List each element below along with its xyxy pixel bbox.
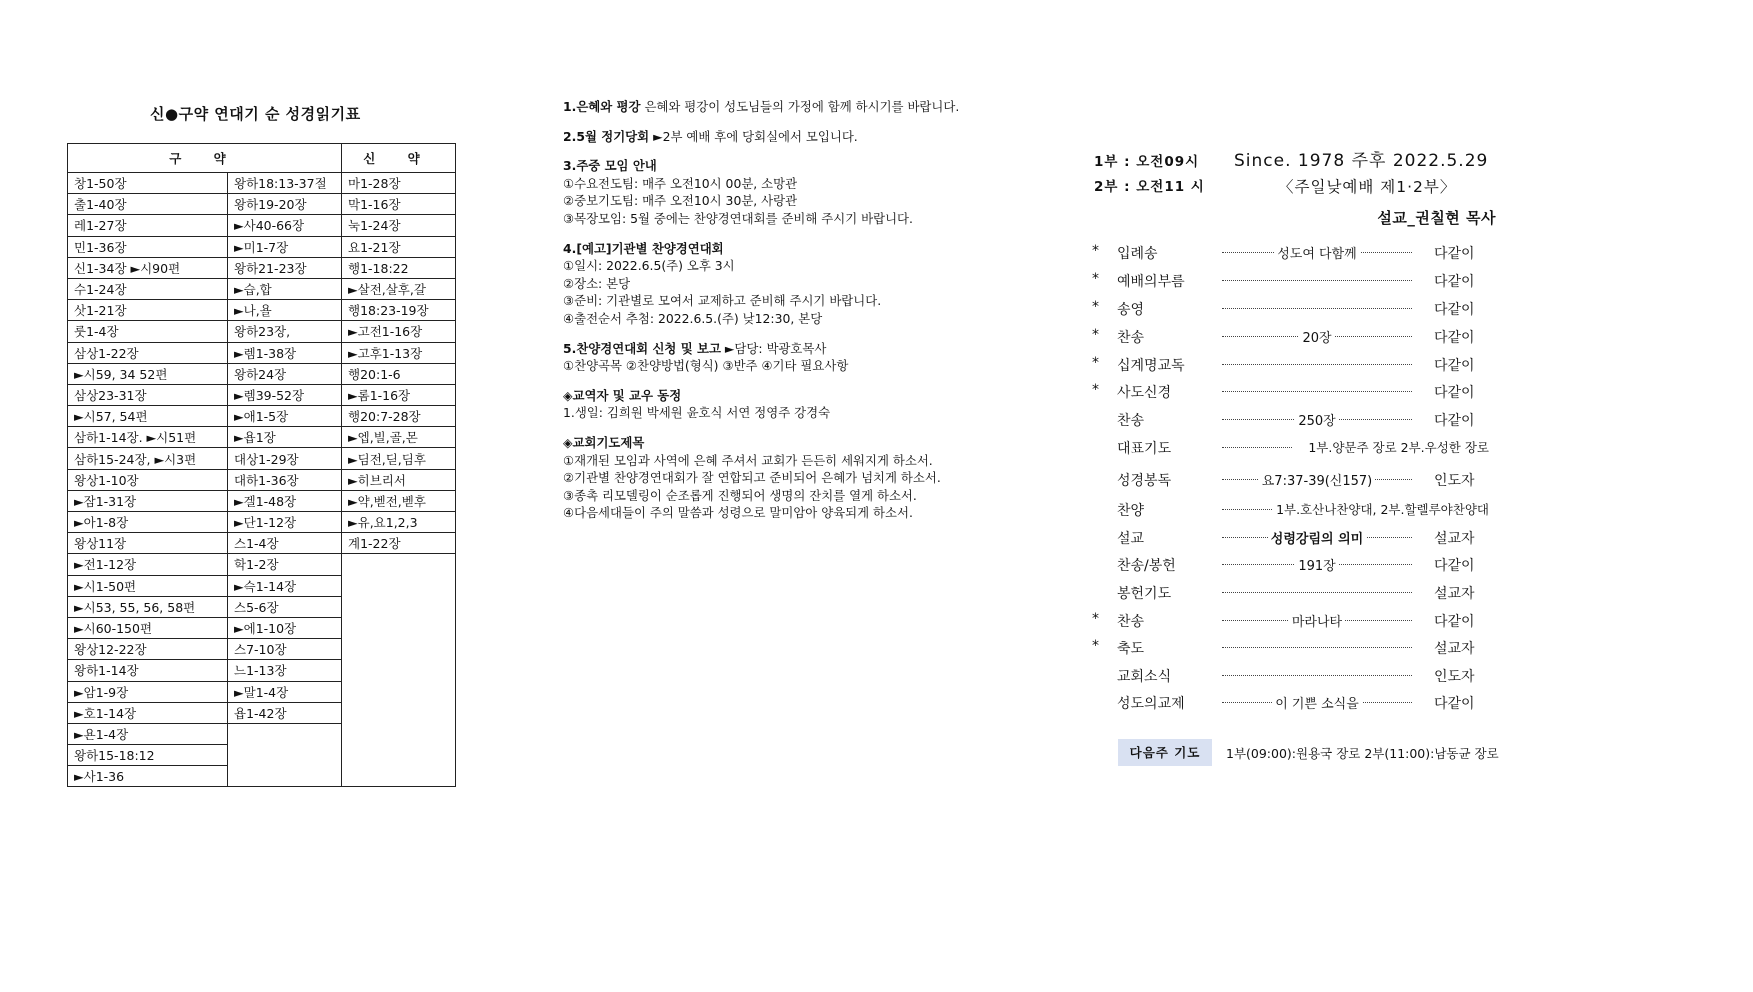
- new-testament-cell: 마1-28장: [342, 173, 456, 194]
- old-testament-cell: [228, 766, 342, 787]
- order-item: [1090, 299, 1500, 319]
- old-testament-cell: ►나,욜: [228, 300, 342, 321]
- old-testament-cell: ►사40-66장: [228, 215, 342, 236]
- order-item-content: [1222, 555, 1412, 574]
- standing-mark: *: [1092, 355, 1099, 371]
- table-row: [68, 512, 456, 533]
- order-item-leader: 다같이: [1434, 385, 1475, 401]
- old-testament-cell: 왕상12-22장: [68, 639, 228, 660]
- standing-mark: *: [1092, 611, 1099, 627]
- old-testament-cell: 왕상1-10장: [68, 469, 228, 490]
- notice-heading: [563, 240, 1033, 258]
- table-row: [68, 639, 456, 660]
- notice-line: ②기관별 찬양경연대회가 잘 연합되고 준비되어 은혜가 넘치게 하소서.: [563, 470, 941, 486]
- order-item-leader: 다같이: [1434, 274, 1475, 290]
- dotted-leader: [1222, 592, 1412, 593]
- table-row: [68, 427, 456, 448]
- table-row: [68, 236, 456, 257]
- order-item-name: 십계명교독: [1117, 358, 1185, 374]
- old-testament-cell: ►욥1장: [228, 427, 342, 448]
- notice-summary: ►2부 예배 후에 당회실에서 모입니다.: [649, 128, 858, 144]
- bible-reading-table: [67, 143, 456, 787]
- order-item-content: [1222, 410, 1412, 429]
- old-testament-cell: 대상1-29장: [228, 448, 342, 469]
- standing-mark: *: [1092, 382, 1099, 398]
- new-testament-cell: 행20:1-6: [342, 363, 456, 384]
- order-item-name: 예배의부름: [1117, 274, 1185, 290]
- new-testament-cell: [342, 723, 456, 744]
- table-row: [68, 554, 456, 575]
- table-row: [68, 363, 456, 384]
- old-testament-cell: 신1-34장 ►시90편: [68, 257, 228, 278]
- old-testament-cell: 왕하21-23장: [228, 257, 342, 278]
- old-testament-cell: ►렘1-38장: [228, 342, 342, 363]
- notice-line: ①수요전도팀: 매주 오전10시 00분, 소망관: [563, 175, 798, 191]
- new-testament-cell: [342, 660, 456, 681]
- order-item-content-text: 성도여 다함께: [1274, 247, 1359, 262]
- old-testament-cell: ►미1-7장: [228, 236, 342, 257]
- table-row: [68, 766, 456, 787]
- old-testament-cell: ►아1-8장: [68, 512, 228, 533]
- old-testament-cell: 삼하15-24장, ►시3편: [68, 448, 228, 469]
- order-item: [1090, 528, 1500, 548]
- old-testament-cell: ►전1-12장: [68, 554, 228, 575]
- notice-line: ④출전순서 추첨: 2022.6.5.(주) 낮12:30, 본당: [563, 310, 823, 326]
- old-testament-cell: 느1-13장: [228, 660, 342, 681]
- notice-line: ①재개된 모임과 사역에 은혜 주셔서 교회가 든든히 세워지게 하소서.: [563, 452, 933, 468]
- order-item: [1090, 327, 1500, 347]
- new-testament-cell: [342, 575, 456, 596]
- new-testament-cell: 눅1-24장: [342, 215, 456, 236]
- old-testament-cell: ►에1-10장: [228, 617, 342, 638]
- table-row: [68, 448, 456, 469]
- old-testament-cell: ►시57, 54편: [68, 406, 228, 427]
- notice-line: 1.생일: 김희원 박세원 윤호식 서연 정영주 강경숙: [563, 405, 831, 421]
- order-item-content: [1222, 693, 1412, 712]
- dotted-leader: [1222, 391, 1412, 392]
- order-item-name: 성경봉독: [1117, 473, 1172, 489]
- notice-heading: [563, 387, 1033, 405]
- order-item: [1090, 500, 1500, 520]
- old-testament-cell: ►슥1-14장: [228, 575, 342, 596]
- new-testament-cell: 요1-21장: [342, 236, 456, 257]
- dotted-leader: [1222, 308, 1412, 309]
- old-testament-cell: 왕하15-18:12: [68, 745, 228, 766]
- order-item-name: 찬양: [1117, 503, 1145, 519]
- order-item: [1090, 271, 1500, 291]
- old-testament-cell: 룻1-4장: [68, 321, 228, 342]
- old-testament-cell: ►겔1-48장: [228, 490, 342, 511]
- next-prayer-label: 다음주 기도: [1118, 739, 1212, 766]
- new-testament-cell: ►고후1-13장: [342, 342, 456, 363]
- order-item-content: [1222, 528, 1412, 547]
- order-item-name: 교회소식: [1117, 669, 1172, 685]
- order-item: [1090, 693, 1500, 713]
- new-testament-cell: 행20:7-28장: [342, 406, 456, 427]
- preacher: 설교_권칠현 목사: [1377, 209, 1496, 227]
- notice-line: ②장소: 본당: [563, 275, 631, 291]
- old-testament-cell: 스5-6장: [228, 596, 342, 617]
- new-testament-cell: [342, 596, 456, 617]
- table-row: [68, 173, 456, 194]
- table-row: [68, 596, 456, 617]
- table-row: [68, 342, 456, 363]
- order-item-leader: 다같이: [1434, 302, 1475, 318]
- order-item-content-text: 1부.양문주 장로 2부.우성한 장로: [1305, 440, 1492, 455]
- table-row: [68, 278, 456, 299]
- old-testament-cell: ►시59, 34 52편: [68, 363, 228, 384]
- table-row: [68, 194, 456, 215]
- order-item: [1090, 611, 1500, 631]
- new-testament-cell: ►살전,살후,갈: [342, 278, 456, 299]
- order-item: [1090, 243, 1500, 263]
- new-testament-cell: [342, 554, 456, 575]
- reading-table-title: 신●구약 연대기 순 성경읽기표: [150, 105, 361, 123]
- notice-line: ④다음세대들이 주의 말씀과 성령으로 말미암아 양육되게 하소서.: [563, 505, 913, 521]
- service2-time: 2부 : 오전11 시: [1094, 179, 1205, 195]
- table-row: [68, 300, 456, 321]
- order-item-leader: 다같이: [1434, 246, 1475, 262]
- notice-item: [563, 98, 1033, 116]
- order-item: [1090, 410, 1500, 430]
- order-item: [1090, 638, 1500, 658]
- notice-item: [563, 128, 1033, 146]
- order-item: [1090, 666, 1500, 686]
- order-item-content: [1222, 327, 1412, 346]
- order-item: [1090, 583, 1500, 603]
- new-testament-cell: [342, 745, 456, 766]
- new-testament-cell: ►히브리서: [342, 469, 456, 490]
- order-item-name: 찬송: [1117, 330, 1145, 346]
- old-testament-cell: 스7-10장: [228, 639, 342, 660]
- notice-title: ◈교역자 및 교우 동정: [563, 387, 682, 403]
- new-testament-cell: ►약,벧전,벧후: [342, 490, 456, 511]
- table-row: [68, 490, 456, 511]
- table-row: [68, 257, 456, 278]
- notice-title: 3.주중 모임 안내: [563, 158, 657, 174]
- old-testament-cell: ►단1-12장: [228, 512, 342, 533]
- order-item-leader: 설교자: [1434, 531, 1475, 547]
- order-item-leader: 다같이: [1434, 696, 1475, 712]
- new-testament-header: 신 약: [342, 144, 456, 173]
- old-testament-cell: 삼상23-31장: [68, 384, 228, 405]
- order-item-content-text: 요7:37-39(신157): [1259, 474, 1376, 489]
- dotted-leader: [1222, 675, 1412, 676]
- table-row: [68, 575, 456, 596]
- old-testament-cell: 삼하1-14장. ►시51편: [68, 427, 228, 448]
- table-row: [68, 723, 456, 744]
- old-testament-cell: 레1-27장: [68, 215, 228, 236]
- order-item-name: 찬송/봉헌: [1117, 558, 1176, 574]
- new-testament-cell: ►엡,빌,골,몬: [342, 427, 456, 448]
- old-testament-cell: 왕하23장,: [228, 321, 342, 342]
- old-testament-cell: 창1-50장: [68, 173, 228, 194]
- new-testament-cell: [342, 681, 456, 702]
- order-item-leader: 다같이: [1434, 330, 1475, 346]
- table-row: [68, 660, 456, 681]
- new-testament-cell: [342, 617, 456, 638]
- old-testament-cell: 민1-36장: [68, 236, 228, 257]
- new-testament-cell: ►고전1-16장: [342, 321, 456, 342]
- table-row: [68, 681, 456, 702]
- notice-item: [563, 434, 1033, 522]
- order-item-name: 성도의교제: [1117, 696, 1185, 712]
- order-item: [1090, 382, 1500, 402]
- notice-heading: [563, 157, 1033, 175]
- table-row: [68, 702, 456, 723]
- notice-title: 1.은혜와 평강: [563, 99, 641, 114]
- order-item-content: [1222, 611, 1412, 630]
- order-item-content-text: 20장: [1299, 331, 1334, 346]
- old-testament-cell: ►호1-14장: [68, 702, 228, 723]
- next-prayer-text: 1부(09:00):원용국 장로 2부(11:00):남동균 장로: [1226, 746, 1499, 761]
- order-item-content-text: 이 기쁜 소식을: [1272, 697, 1362, 712]
- old-testament-cell: 출1-40장: [68, 194, 228, 215]
- dotted-leader: [1222, 280, 1412, 281]
- old-testament-cell: ►시1-50편: [68, 575, 228, 596]
- notice-summary: 은혜와 평강이 성도님들의 가정에 함께 하시기를 바랍니다.: [640, 99, 960, 114]
- notice-item: [563, 157, 1033, 227]
- old-testament-cell: ►애1-5장: [228, 406, 342, 427]
- notice-heading: [563, 340, 1033, 358]
- new-testament-cell: ►딤전,딛,딤후: [342, 448, 456, 469]
- notice-line: ③목장모임: 5월 중에는 찬양경연대회를 준비해 주시기 바랍니다.: [563, 210, 913, 226]
- notice-item: [563, 387, 1033, 422]
- table-row: [68, 384, 456, 405]
- standing-mark: *: [1092, 638, 1099, 654]
- order-item-name: 사도신경: [1117, 385, 1172, 401]
- notice-heading: [563, 128, 1033, 146]
- old-testament-cell: ►시53, 55, 56, 58편: [68, 596, 228, 617]
- order-item-leader: 인도자: [1434, 473, 1475, 489]
- old-testament-cell: 왕하24장: [228, 363, 342, 384]
- old-testament-cell: 왕하18:13-37절: [228, 173, 342, 194]
- order-item-content: [1222, 470, 1412, 489]
- notice-summary: ►담당: 박광호목사: [720, 340, 827, 356]
- old-testament-cell: ►암1-9장: [68, 681, 228, 702]
- order-item: [1090, 438, 1500, 458]
- order-item-name: 대표기도: [1117, 441, 1172, 457]
- dotted-leader: [1222, 364, 1412, 365]
- order-item-leader: 설교자: [1434, 586, 1475, 602]
- table-row: [68, 533, 456, 554]
- old-testament-cell: ►시60-150편: [68, 617, 228, 638]
- notice-line: ①찬양곡목 ②찬양방법(형식) ③반주 ④기타 필요사항: [563, 358, 849, 374]
- order-item-content-text: 성령강림의 의미: [1268, 532, 1366, 547]
- notice-title: 2.5월 정기당회: [563, 128, 650, 144]
- order-item-content-text: 마라나타: [1289, 615, 1345, 630]
- order-item-content-text: 1부.호산나찬양대, 2부.할렐루야찬양대: [1273, 502, 1492, 517]
- new-testament-cell: ►유,요1,2,3: [342, 512, 456, 533]
- order-item-name: 송영: [1117, 302, 1145, 318]
- notice-line: ②중보기도팀: 매주 오전10시 30분, 사랑관: [563, 193, 798, 209]
- notice-heading: [563, 434, 1033, 452]
- new-testament-cell: 행18:23-19장: [342, 300, 456, 321]
- table-row: [68, 617, 456, 638]
- old-testament-cell: ►욘1-4장: [68, 723, 228, 744]
- order-item-content: [1222, 438, 1492, 456]
- old-testament-cell: ►습,합: [228, 278, 342, 299]
- old-testament-cell: 학1-2장: [228, 554, 342, 575]
- order-item-leader: 다같이: [1434, 614, 1475, 630]
- old-testament-cell: ►말1-4장: [228, 681, 342, 702]
- old-testament-cell: 욥1-42장: [228, 702, 342, 723]
- worship-order-panel: [1090, 0, 1510, 992]
- notice-title: 4.[예고]기관별 찬양경연대회: [563, 240, 724, 256]
- order-item-name: 축도: [1117, 641, 1145, 657]
- old-testament-header: 구 약: [68, 144, 342, 173]
- standing-mark: *: [1092, 271, 1099, 287]
- notice-title: ◈교회기도제목: [563, 434, 645, 450]
- old-testament-cell: ►렘39-52장: [228, 384, 342, 405]
- old-testament-cell: [228, 745, 342, 766]
- new-testament-cell: ►롬1-16장: [342, 384, 456, 405]
- new-testament-cell: 계1-22장: [342, 533, 456, 554]
- church-notices: [563, 98, 1033, 534]
- new-testament-cell: 막1-16장: [342, 194, 456, 215]
- notice-line: ③준비: 기관별로 모여서 교제하고 준비해 주시기 바랍니다.: [563, 293, 882, 309]
- dotted-leader: [1222, 647, 1412, 648]
- notice-item: [563, 340, 1033, 375]
- old-testament-cell: 스1-4장: [228, 533, 342, 554]
- table-row: [68, 406, 456, 427]
- new-testament-cell: [342, 639, 456, 660]
- new-testament-cell: [342, 766, 456, 787]
- table-row: [68, 215, 456, 236]
- old-testament-cell: 왕하19-20장: [228, 194, 342, 215]
- order-item: [1090, 355, 1500, 375]
- order-item: [1090, 555, 1500, 575]
- old-testament-cell: 수1-24장: [68, 278, 228, 299]
- notice-line: ③종촉 리모델링이 순조롭게 진행되어 생명의 잔치를 열게 하소서.: [563, 487, 917, 503]
- old-testament-cell: ►잠1-31장: [68, 490, 228, 511]
- table-row: [68, 745, 456, 766]
- notice-title: 5.찬양경연대회 신청 및 보고: [563, 340, 721, 356]
- order-item-leader: 다같이: [1434, 413, 1475, 429]
- standing-mark: *: [1092, 243, 1099, 259]
- order-item-content-text: 191장: [1295, 559, 1338, 574]
- new-testament-cell: 행1-18:22: [342, 257, 456, 278]
- notice-heading: [563, 98, 1033, 116]
- order-item-content: [1222, 500, 1492, 518]
- order-item-leader: 다같이: [1434, 558, 1475, 574]
- service1-time: 1부 : 오전09시: [1094, 154, 1200, 170]
- table-row: [68, 469, 456, 490]
- order-item-name: 봉헌기도: [1117, 586, 1172, 602]
- order-item-content: [1222, 243, 1412, 262]
- worship-subtitle: 〈주일낮예배 제1·2부〉: [1278, 178, 1457, 196]
- order-item-name: 입례송: [1117, 246, 1158, 262]
- order-item-content-text: 250장: [1295, 414, 1338, 429]
- order-item: [1090, 470, 1500, 490]
- old-testament-cell: 삼상1-22장: [68, 342, 228, 363]
- old-testament-cell: 대하1-36장: [228, 469, 342, 490]
- notice-item: [563, 240, 1033, 328]
- old-testament-cell: 왕상11장: [68, 533, 228, 554]
- standing-mark: *: [1092, 327, 1099, 343]
- old-testament-cell: [228, 723, 342, 744]
- standing-mark: *: [1092, 299, 1099, 315]
- new-testament-cell: [342, 702, 456, 723]
- order-item-leader: 다같이: [1434, 358, 1475, 374]
- old-testament-cell: 삿1-21장: [68, 300, 228, 321]
- order-item-name: 찬송: [1117, 614, 1145, 630]
- order-item-leader: 설교자: [1434, 641, 1475, 657]
- order-item-name: 찬송: [1117, 413, 1145, 429]
- order-item-leader: 인도자: [1434, 669, 1475, 685]
- notice-line: ①일시: 2022.6.5(주) 오후 3시: [563, 258, 735, 274]
- table-row: [68, 321, 456, 342]
- old-testament-cell: 왕하1-14장: [68, 660, 228, 681]
- order-item-name: 설교: [1117, 531, 1145, 547]
- old-testament-cell: ►사1-36: [68, 766, 228, 787]
- since-date: Since. 1978 주후 2022.5.29: [1234, 151, 1489, 171]
